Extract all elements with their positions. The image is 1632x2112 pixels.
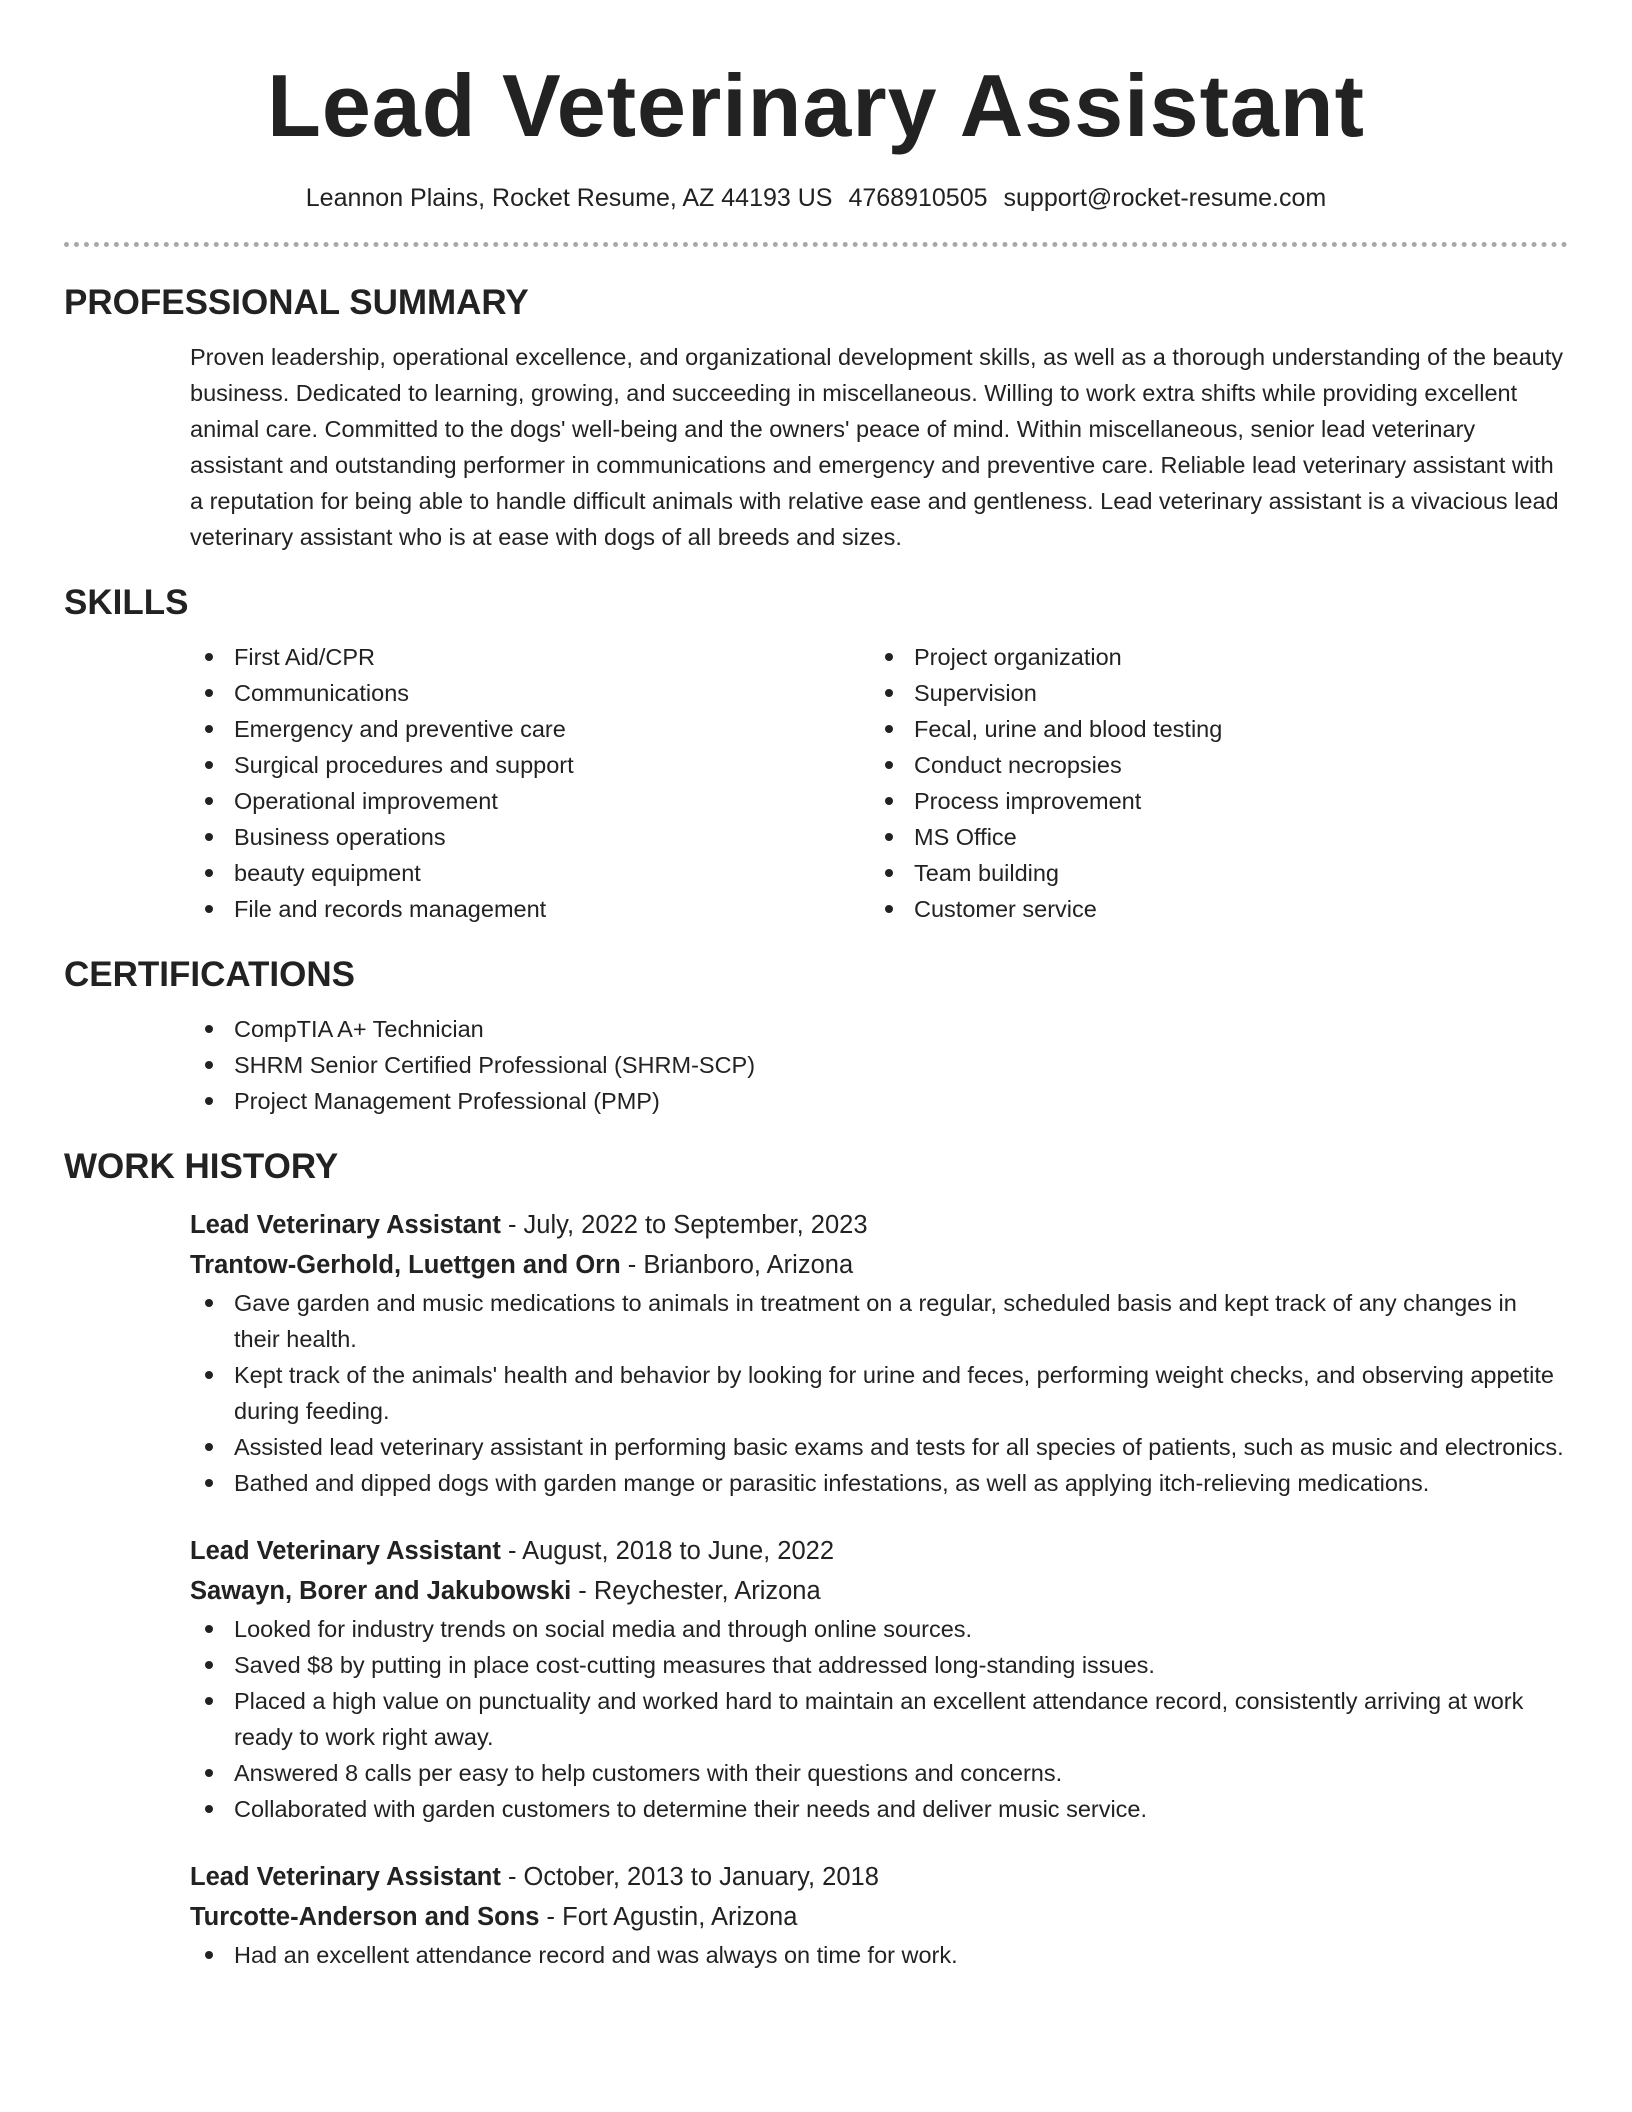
list-item: SHRM Senior Certified Professional (SHRM-SCP)	[190, 1047, 1568, 1083]
contact-line	[64, 182, 1568, 214]
job-bullets	[190, 1611, 1568, 1827]
job-dates: - July, 2022 to September, 2023	[500, 1211, 868, 1239]
job-location: - Fort Agustin, Arizona	[539, 1903, 798, 1931]
job-entry	[190, 1205, 1568, 1501]
skills-heading: SKILLS	[64, 583, 189, 622]
job-location: - Brianboro, Arizona	[620, 1251, 854, 1279]
work-history-section	[64, 1145, 1568, 1973]
list-item: Emergency and preventive care	[190, 711, 870, 747]
skills-section	[64, 581, 1568, 927]
contact-address: Leannon Plains, Rocket Resume, AZ 44193 US	[305, 184, 833, 212]
list-item: Supervision	[870, 675, 1550, 711]
list-item: beauty equipment	[190, 855, 870, 891]
list-item: First Aid/CPR	[190, 639, 870, 675]
header-divider	[64, 242, 1568, 247]
job-company-line	[190, 1897, 1568, 1937]
resume-page	[64, 0, 1568, 1973]
job-company: Trantow-Gerhold, Luettgen and Orn	[190, 1251, 621, 1279]
skills-list-right	[870, 639, 1550, 927]
job-dates: - October, 2013 to January, 2018	[500, 1863, 879, 1891]
list-item: Bathed and dipped dogs with garden mange or parasitic infestations, as well as applying itch-relieving medications.	[190, 1465, 1568, 1501]
list-item: Assisted lead veterinary assistant in performing basic exams and tests for all species of patients, such as music and electronics.	[190, 1429, 1568, 1465]
summary-heading: PROFESSIONAL SUMMARY	[64, 283, 529, 322]
list-item: Saved $8 by putting in place cost-cutting measures that addressed long-standing issues.	[190, 1647, 1568, 1683]
job-entry	[190, 1857, 1568, 1973]
job-company: Sawayn, Borer and Jakubowski	[190, 1577, 572, 1605]
job-bullets	[190, 1285, 1568, 1501]
list-item: File and records management	[190, 891, 870, 927]
list-item: Operational improvement	[190, 783, 870, 819]
list-item: Answered 8 calls per easy to help customers with their questions and concerns.	[190, 1755, 1568, 1791]
list-item: CompTIA A+ Technician	[190, 1011, 1568, 1047]
summary-section	[64, 281, 1568, 555]
list-item: Customer service	[870, 891, 1550, 927]
job-entry	[190, 1531, 1568, 1827]
list-item: Project Management Professional (PMP)	[190, 1083, 1568, 1119]
job-role: Lead Veterinary Assistant	[190, 1537, 501, 1565]
job-role: Lead Veterinary Assistant	[190, 1211, 501, 1239]
list-item: Surgical procedures and support	[190, 747, 870, 783]
job-role: Lead Veterinary Assistant	[190, 1863, 501, 1891]
certifications-heading: CERTIFICATIONS	[64, 955, 356, 994]
list-item: MS Office	[870, 819, 1550, 855]
candidate-name: Lead Veterinary Assistant	[267, 56, 1365, 155]
job-bullets	[190, 1937, 1568, 1973]
summary-text: Proven leadership, operational excellence, and organizational development skills, as well as a thorough understanding of the beauty business. Dedicated to learning, growing, and succeeding in miscellaneous. Willing to work extra shifts while providing excellent animal care. Committed to the dogs' well-being and the owners' peace of mind. Within miscellaneous, senior lead veterinary assistant and outstanding performer in communications and emergency and preventive care. Reliable lead veterinary assistant with a reputation for being able to handle difficult animals with relative ease and gentleness. Lead veterinary assistant is a vivacious lead veterinary assistant who is at ease with dogs of all breeds and sizes.	[190, 344, 1564, 550]
job-title-line	[190, 1857, 1568, 1897]
job-title-line	[190, 1531, 1568, 1571]
list-item: Communications	[190, 675, 870, 711]
list-item: Placed a high value on punctuality and worked hard to maintain an excellent attendance record, consistently arriving at work ready to work right away.	[190, 1683, 1568, 1755]
certifications-section	[64, 953, 1568, 1119]
job-dates: - August, 2018 to June, 2022	[500, 1537, 835, 1565]
work-history-heading: WORK HISTORY	[64, 1147, 339, 1186]
contact-email: support@rocket-resume.com	[1003, 184, 1327, 212]
job-location: - Reychester, Arizona	[571, 1577, 821, 1605]
job-company-line	[190, 1245, 1568, 1285]
list-item: Collaborated with garden customers to determine their needs and deliver music service.	[190, 1791, 1568, 1827]
skills-list-left	[190, 639, 870, 927]
certifications-list	[190, 1011, 1568, 1119]
list-item: Process improvement	[870, 783, 1550, 819]
job-company-line	[190, 1571, 1568, 1611]
list-item: Project organization	[870, 639, 1550, 675]
list-item: Looked for industry trends on social media and through online sources.	[190, 1611, 1568, 1647]
list-item: Kept track of the animals' health and behavior by looking for urine and feces, performing weight checks, and observing appetite during feeding.	[190, 1357, 1568, 1429]
list-item: Team building	[870, 855, 1550, 891]
list-item: Had an excellent attendance record and was always on time for work.	[190, 1937, 1568, 1973]
list-item: Fecal, urine and blood testing	[870, 711, 1550, 747]
list-item: Business operations	[190, 819, 870, 855]
list-item: Conduct necropsies	[870, 747, 1550, 783]
list-item: Gave garden and music medications to animals in treatment on a regular, scheduled basis and kept track of any changes in their health.	[190, 1285, 1568, 1357]
contact-phone: 4768910505	[848, 184, 988, 212]
job-company: Turcotte-Anderson and Sons	[190, 1903, 540, 1931]
job-title-line	[190, 1205, 1568, 1245]
